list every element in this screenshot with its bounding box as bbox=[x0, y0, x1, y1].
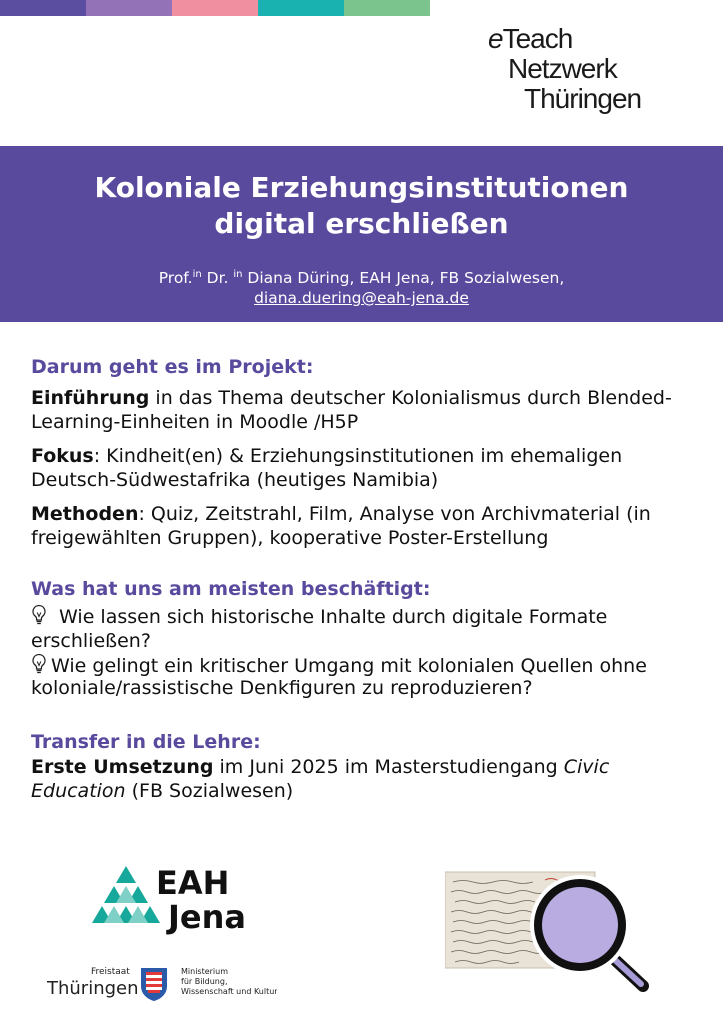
author-line: Prof.$^{in}$ Dr. $^{in}$ Diana Düring, EAH Jena, FB Sozialwesen, bbox=[158, 269, 565, 288]
lightbulb-icon bbox=[31, 604, 47, 626]
stripe-1 bbox=[0, 0, 86, 16]
section-heading-project: Darum geht es im Projekt: bbox=[31, 356, 314, 378]
brand-line3: Thüringen bbox=[524, 83, 642, 114]
question-1: Wie lassen sich historische Inhalte durch digitale Formate erschließen? bbox=[31, 606, 608, 652]
eah-jena-logo bbox=[90, 864, 250, 940]
brand-line1: Teach bbox=[502, 23, 573, 54]
eah-text: EAH bbox=[156, 864, 230, 902]
paragraph-transfer: Erste Umsetzung im Juni 2025 im Masterstudiengang Civic Education (FB Sozialwesen) bbox=[31, 756, 610, 802]
email-link[interactable]: diana.duering@eah-jena.de bbox=[254, 289, 469, 307]
ministry-line-2: für Bildung, bbox=[181, 977, 228, 986]
brand-line2: Netzwerk bbox=[508, 53, 617, 84]
ministry-line-3: Wissenschaft und Kultur bbox=[181, 987, 277, 996]
stripe-3 bbox=[172, 0, 258, 16]
coat-of-arms-icon bbox=[141, 968, 167, 1001]
author-email bbox=[0, 287, 723, 309]
jena-text: Jena bbox=[168, 898, 246, 936]
section-heading-challenges: Was hat uns am meisten beschäftigt: bbox=[31, 578, 431, 600]
brand-e: e bbox=[488, 23, 503, 54]
paragraph-methoden: Methoden: Quiz, Zeitstrahl, Film, Analyse von Archivmaterial (in freigewählten Gruppen), kooperative Poster-Erstellung bbox=[31, 503, 651, 549]
paragraph-fokus: Fokus: Kindheit(en) & Erziehungsinstitutionen im ehemaligen Deutsch-Südwestafrika (heutiges Namibia) bbox=[31, 445, 623, 491]
title-banner bbox=[0, 146, 723, 322]
thueringen-text: Thüringen bbox=[47, 978, 139, 999]
section-heading-transfer: Transfer in die Lehre: bbox=[31, 731, 261, 753]
thueringen-ministry-logo bbox=[47, 966, 277, 1006]
eah-triangle-icon bbox=[92, 866, 160, 923]
title-line-2: digital erschließen bbox=[214, 207, 509, 240]
page-title bbox=[0, 170, 723, 242]
freistaat-text: Freistaat bbox=[91, 967, 130, 977]
paragraph-einfuehrung: Einführung in das Thema deutscher Kolonialismus durch Blended-Learning-Einheiten in Moodle /H5P bbox=[31, 387, 672, 433]
main-content bbox=[31, 354, 703, 803]
magnifier-icon bbox=[530, 875, 643, 986]
stripe-2 bbox=[86, 0, 172, 16]
stripe-5 bbox=[344, 0, 430, 16]
eteach-logo bbox=[488, 24, 641, 114]
question-2: Wie gelingt ein kritischer Umgang mit kolonialen Quellen ohne koloniale/rassistische Denkfiguren zu reproduzieren? bbox=[31, 655, 647, 699]
lightbulb-icon bbox=[31, 653, 47, 675]
color-stripes bbox=[0, 0, 430, 16]
stripe-4 bbox=[258, 0, 344, 16]
title-line-1: Koloniale Erziehungsinstitutionen bbox=[94, 171, 629, 204]
archive-document-with-magnifier bbox=[445, 870, 655, 999]
ministry-line-1: Ministerium bbox=[181, 967, 229, 976]
